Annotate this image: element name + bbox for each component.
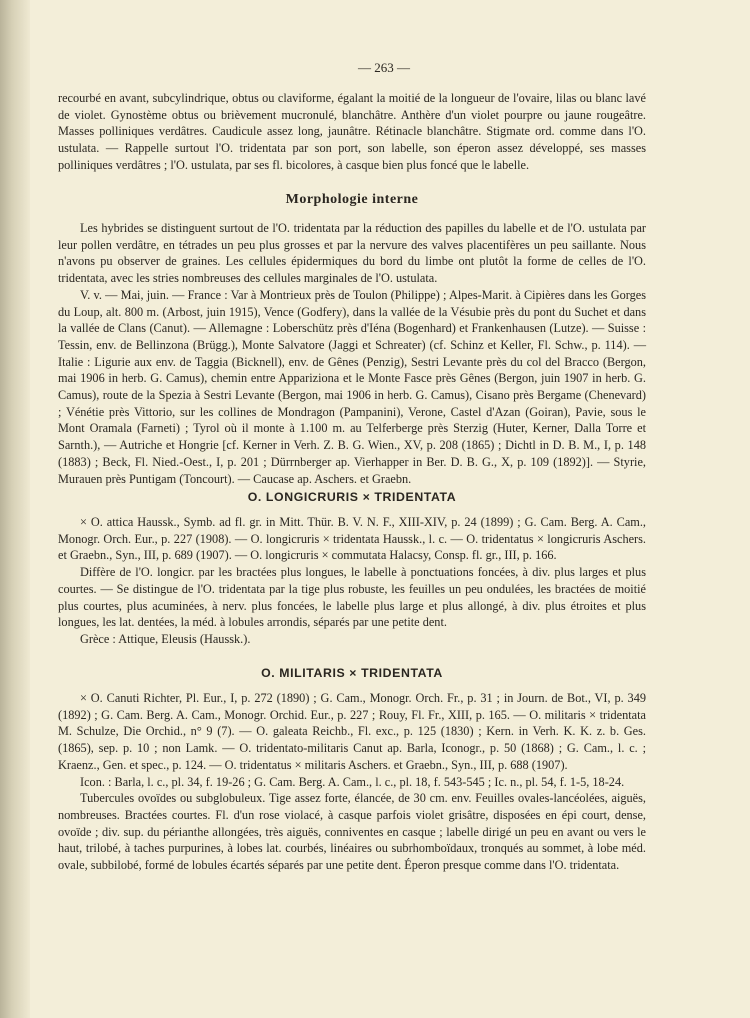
page-number: — 263 — — [358, 60, 410, 75]
longicruris-description: Diffère de l'O. longicr. par les bractées plus longues, le labelle à ponctuations foncées, à div. plus larges et plus courtes. — Se distingue de l'O. tridentata par la tige plus robuste, les feuilles un peu ondulées, les bractées de moitié plus courtes, plus acuminées, à nerv. plus foncées, le labelle plus large et plus allongé, à div. plus étroites et plus longues, les lat. dentées, la méd. à lobules arrondis, séparés par une petite dent. — [58, 565, 646, 630]
militaris-synonymy: × O. Canuti Richter, Pl. Eur., I, p. 272 (1890) ; G. Cam., Monogr. Orch. Fr., p. 31 ; in Journ. de Bot., VI, p. 349 (1892) ; G. Cam. Berg. A. Cam., Monogr. Orchid. Eur., p. 227 ; Rouy, Fl. Fr., XIII, p. 165. — O. militaris × tridentata M. Schulze, Die Orchid., n° 9 (7). — O. galeata Reichb., Fl. exc., p. 125 (1830) ; Kern. in Verh. K. K. z. b. Ges. (1865), sep. p. 10 ; non Lamk. — O. tridentato-militaris Canut ap. Barla, Iconogr., p. 50 (1868) ; G. Cam., l. c. ; Kraenz., Gen. et spec., p. 124. — O. tridentatus × militaris Aschers. et Graebn., Syn., III, p. 688 (1907). — [58, 691, 646, 772]
distribution-paragraph: V. v. — Mai, juin. — France : Var à Montrieux près de Toulon (Philippe) ; Alpes-Marit. à Cipières dans les Gorges du Loup, alt. 800 m. (Arbost, juin 1915), Vence (Godfery), dans la vallée de la Vésubie près du pont du Suchet et dans la vallée de Clans (Canut). — Allemagne : Loberschütz près d'Iéna (Bogenhard) et Frankenhausen (Lutze). — Suisse : Tessin, env. de Bellinzona (Brügg.), Monte Salvatore (Jaggi et Schreater) (cf. Schinz et Keller, Fl. Schw., p. 114). — Italie : Ligurie aux env. de Taggia (Bicknell), env. de Gênes (Penzig), Sestri Levante près du col del Bracco (Bergon, mai 1906 in herb. G. Camus), chemin entre Appariziona et le Monte Fasce près Gênes (Bergon, juin 1907 in herb. G. Camus), route de la Spezia à Sestri Levante (Bergon, mai 1906 in herb. G. Camus), Cisano près Bergame (Chenevard) ; Vénétie près Vittorio, sur les collines de Mondragon (Pampanini), Verone, Castel d'Azan (Goiran), Pavie, sous le Mont Oramala (Farneti) ; Tyrol où il monte à 1.100 m. au Telferberge près Sterzig (Huter, Kerner, Dalla Torre et Sarnth.), — Autriche et Hongrie [cf. Kerner in Verh. Z. B. G. Wien., XV, p. 208 (1865) ; Dichtl in D. B. M., I, p. 148 (1883) ; Beck, Fl. Nied.-Oest., I, p. 201 ; Dürrnberger ap. Vierhapper in Ber. D. B. G., X, p. 109 (1892)]. — Styrie, Murauen près Puntigam (Toncourt). — Caucase ap. Aschers. et Graebn. — [58, 287, 646, 486]
section-heading-militaris: O. MILITARIS × TRIDENTATA — [261, 666, 443, 680]
intro-paragraph: recourbé en avant, subcylindrique, obtus ou claviforme, égalant la moitié de la longueur de l'ovaire, lilas ou blanc lavé de violet. Gynostème obtus ou brièvement mucronulé, blanchâtre. Anthère d'un violet pourpre ou jaune rougeâtre. Masses polliniques verdâtres. Caudicule assez long, jaunâtre. Rétinacle blanchâtre. Stigmate ord. comme dans l'O. ustulata. — Rappelle surtout l'O. tridentata par son port, son labelle, son éperon assez développé, ses masses polliniques verdâtres ; l'O. ustulata, par ses fl. bicolores, à casque bien plus foncé que le labelle. — [58, 91, 646, 172]
militaris-description: Tubercules ovoïdes ou subglobuleux. Tige assez forte, élancée, de 30 cm. env. Feuilles ovales-lancéolées, aiguës, nombreuses. Bractées courtes. Fl. d'un rose violacé, à casque parfois violet grisâtre, disposées en épi court, dense, ovoïde ; div. sup. du périanthe allongées, très aiguës, conniventes en casque ; labelle dirigé un peu en avant ou vers le haut, trilobé, à taches purpurines, à lobes lat. courbés, linéaires ou subrhomboïdaux, tronqués au sommet, à lobe méd. ovale, subbilobé, formé de lobules écartés séparés par une petite dent. Éperon presque comme dans l'O. tridentata. — [58, 791, 646, 873]
section-heading-morphologie: Morphologie interne — [285, 192, 419, 207]
morphologie-block — [58, 220, 646, 487]
intro-block — [58, 90, 646, 174]
morphologie-paragraph: Les hybrides se distinguent surtout de l'O. tridentata par la réduction des papilles du labelle et de l'O. ustulata par leur pollen verdâtre, en tétrades un peu plus grosses et par la nervure des valves placentifères un peu saillante. Nous n'avons pu observer de graines. Les cellules épidermiques du bord du limbe ont plutôt la forme de celles de l'O. tridentata, avec les stries nombreuses des cellules marginales de l'O. ustulata. — [58, 221, 646, 286]
longicruris-synonymy: × O. attica Haussk., Symb. ad fl. gr. in Mitt. Thür. B. V. N. F., XIII-XIV, p. 24 (1899) ; G. Cam. Berg. A. Cam., Monogr. Orch. Eur., p. 227 (1908). — O. longicruris × tridentata Haussk., l. c. — O. tridentatus × longicruris Aschers. et Graebn., Syn., III, p. 689 (1907). — O. longicruris × commutata Halacsy, Consp. fl. gr., III, p. 166. — [58, 515, 646, 563]
longicruris-block — [58, 514, 646, 648]
page-gutter-shadow — [0, 0, 30, 1018]
longicruris-locality: Grèce : Attique, Eleusis (Haussk.). — [80, 631, 251, 646]
militaris-block — [58, 690, 646, 874]
militaris-icon-refs: Icon. : Barla, l. c., pl. 34, f. 19-26 ; G. Cam. Berg. A. Cam., l. c., pl. 18, f. 543-545 ; Ic. n., pl. 54, f. 1-5, 18-24. — [80, 774, 625, 789]
section-heading-longicruris: O. LONGICRURIS × TRIDENTATA — [247, 490, 457, 504]
